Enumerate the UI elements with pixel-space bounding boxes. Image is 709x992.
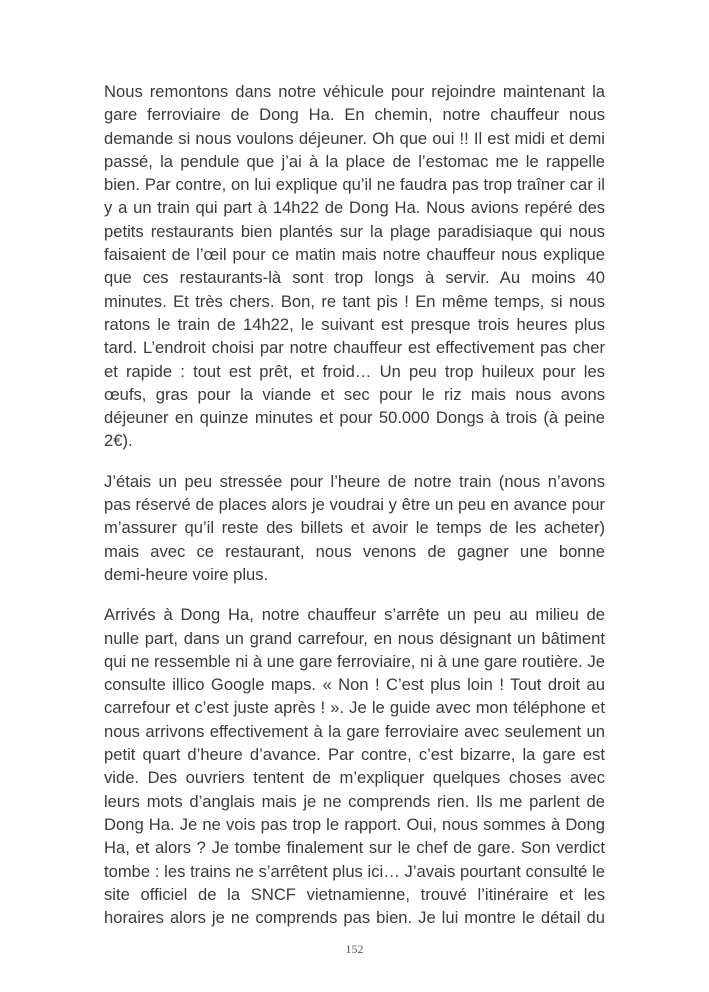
text-line: gare ferroviaire de Dong Ha. En chemin, notre chauffeur nous <box>104 105 605 125</box>
text-line: horaires alors je ne comprends pas bien. Je lui montre le détail du <box>104 908 605 928</box>
text-line: nulle part, dans un grand carrefour, en nous désignant un bâtiment <box>104 628 605 648</box>
text-line: tombe : les trains ne s’arrêtent plus ici… J’avais pourtant consulté le <box>104 861 605 881</box>
text-line: nous arrivons effectivement à la gare ferroviaire avec seulement un <box>104 721 605 741</box>
text-line: demi-heure voire plus. <box>104 564 269 584</box>
text-line: faisaient de l’œil pour ce matin mais notre chauffeur nous explique <box>104 245 605 265</box>
text-line: Ha, et alors ? Je tombe finalement sur le chef de gare. Son verdict <box>104 838 605 858</box>
text-line: et rapide : tout est prêt, et froid… Un peu trop huileux pour les <box>104 361 605 381</box>
text-line: tard. L’endroit choisi par notre chauffeur est effectivement pas cher <box>104 338 605 358</box>
text-line: déjeuner en quinze minutes et pour 50.000 Dongs à trois (à peine <box>104 408 605 428</box>
text-line: consulte illico Google maps. « Non ! C’est plus loin ! Tout droit au <box>104 675 605 695</box>
text-line: minutes. Et très chers. Bon, re tant pis ! En même temps, si nous <box>104 291 605 311</box>
paragraph <box>104 603 605 929</box>
text-line: y a un train qui part à 14h22 de Dong Ha. Nous avions repéré des <box>104 198 605 218</box>
text-line: bien. Par contre, on lui explique qu’il ne faudra pas trop traîner car il <box>104 175 605 195</box>
text-line: passé, la pendule que j’ai à la place de l’estomac me le rappelle <box>104 151 605 171</box>
text-line: demande si nous voulons déjeuner. Oh que oui !! Il est midi et demi <box>104 128 605 148</box>
text-line: œufs, gras pour la viande et sec pour le riz mais nous avons <box>104 384 605 404</box>
text-line: que ces restaurants-là sont trop longs à servir. Au moins 40 <box>104 268 605 288</box>
text-line: Arrivés à Dong Ha, notre chauffeur s’arrête un peu au milieu de <box>104 605 605 625</box>
text-line: leurs mots d’anglais mais je ne comprends rien. Ils me parlent de <box>104 791 605 811</box>
text-line: Nous remontons dans notre véhicule pour rejoindre maintenant la <box>104 82 605 101</box>
paragraph <box>104 470 605 586</box>
text-line: m’assurer qu’il reste des billets et avoir le temps de les acheter) <box>104 518 605 538</box>
text-line: pas réservé de places alors je voudrai y être un peu en avance pour <box>104 495 605 515</box>
text-line: petits restaurants bien plantés sur la plage paradisiaque qui nous <box>104 221 605 241</box>
text-line: ratons le train de 14h22, le suivant est presque trois heures plus <box>104 314 605 334</box>
text-line: mais avec ce restaurant, nous venons de gagner une bonne <box>104 541 605 561</box>
text-line: Dong Ha. Je ne vois pas trop le rapport. Oui, nous sommes à Dong <box>104 814 605 834</box>
text-line: 2€). <box>104 431 133 451</box>
text-line: vide. Des ouvriers tentent de m’expliquer quelques choses avec <box>104 768 605 788</box>
text-line: petit quart d’heure d’avance. Par contre, c’est bizarre, la gare est <box>104 745 605 765</box>
document-body <box>104 80 605 946</box>
text-line: qui ne ressemble ni à une gare ferroviaire, ni à une gare routière. Je <box>104 651 605 671</box>
text-line: carrefour et c’est juste après ! ». Je le guide avec mon téléphone et <box>104 698 605 718</box>
text-line: J’étais un peu stressée pour l’heure de notre train (nous n’avons <box>104 471 605 491</box>
paragraph <box>104 80 605 453</box>
page-number: 152 <box>345 942 364 956</box>
text-line: site officiel de la SNCF vietnamienne, trouvé l’itinéraire et les <box>104 884 605 904</box>
